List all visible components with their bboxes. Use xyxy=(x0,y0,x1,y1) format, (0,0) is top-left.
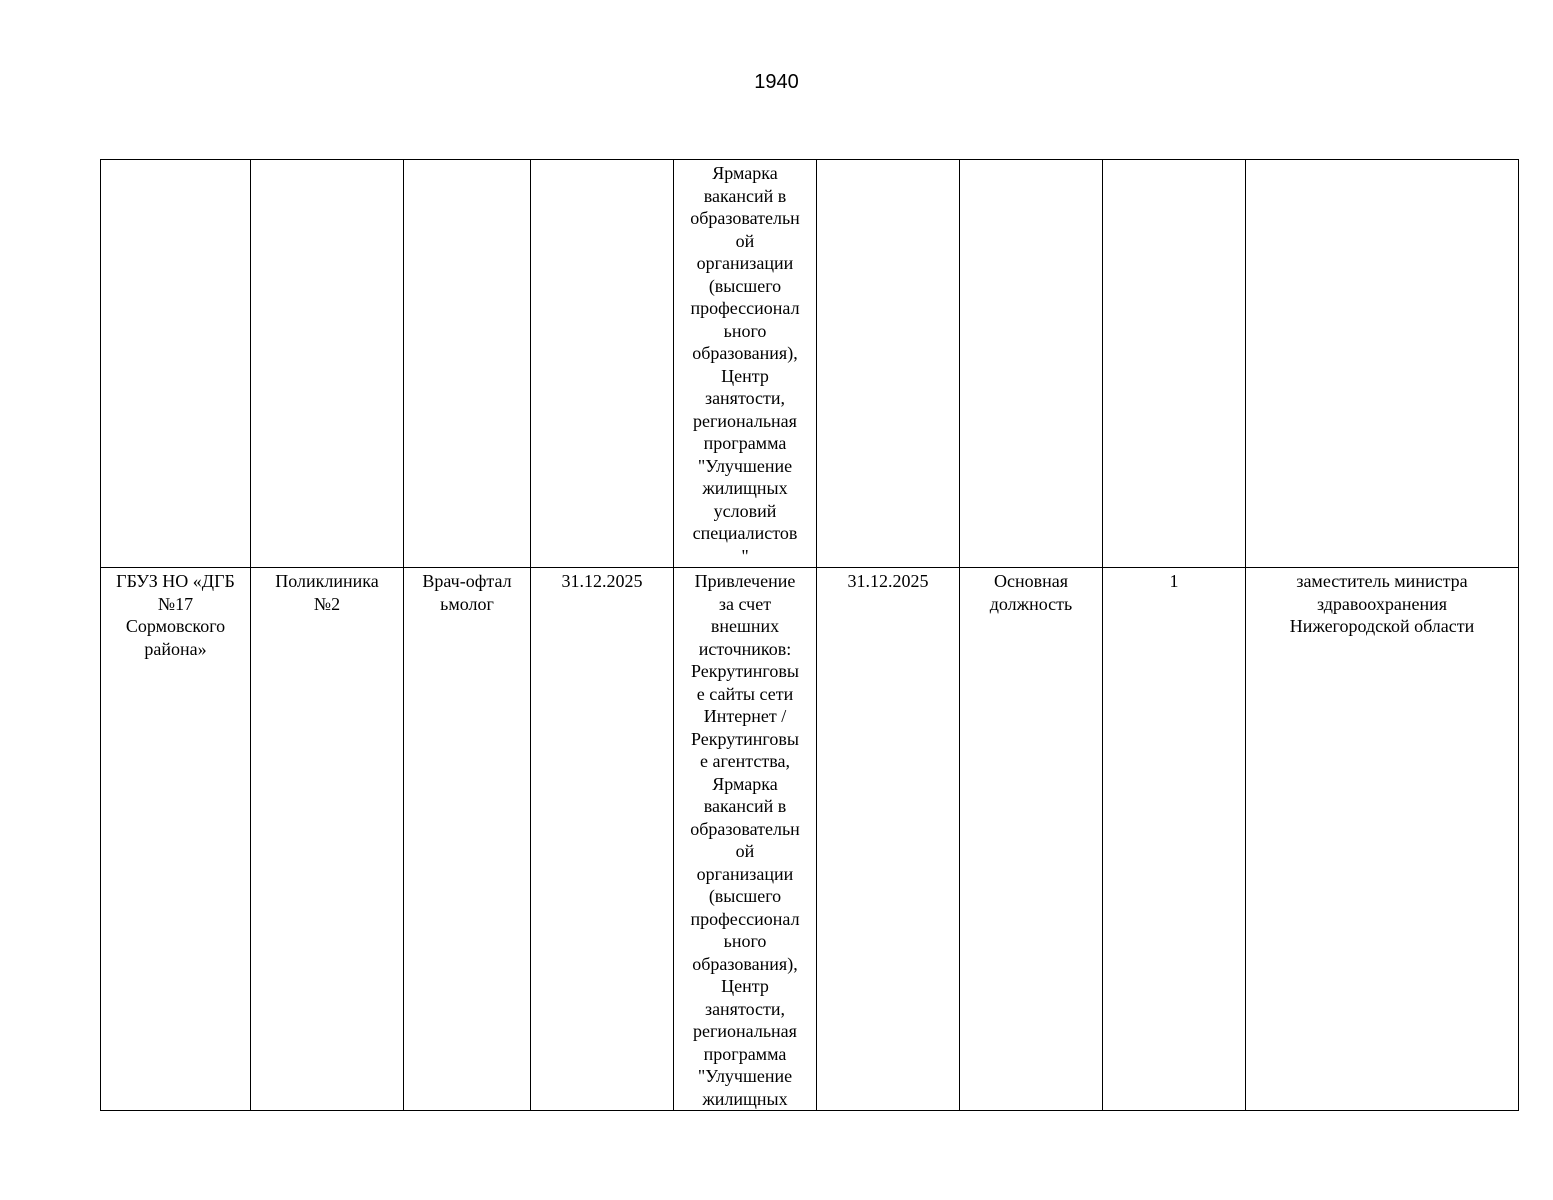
cell-text-line: внешних xyxy=(710,616,780,636)
cell-text-line: здравоохранения xyxy=(1316,593,1448,614)
cell-position xyxy=(404,568,531,1111)
cell-position-type xyxy=(960,160,1103,568)
cell-text-line: профессионал xyxy=(690,908,800,929)
cell-text-line: "Улучшение xyxy=(697,1066,793,1086)
cell-text-line: региональная xyxy=(693,1021,797,1041)
cell-text-line: "Улучшение xyxy=(697,455,793,476)
cell-text-line: №2 xyxy=(313,593,341,614)
cell-text-line: Привлечение xyxy=(694,571,796,591)
cell-text-line: образования), xyxy=(692,953,798,974)
cell-text-line: жилищных xyxy=(702,1088,788,1109)
cell-text-line: района» xyxy=(144,638,207,659)
cell-date-2 xyxy=(817,160,960,568)
cell-text-line: (высшего xyxy=(708,886,782,906)
cell-text-line: региональная xyxy=(693,410,797,431)
cell-organization xyxy=(101,160,251,568)
cell-text-line: организации xyxy=(696,253,794,273)
cell-text-line: жилищных xyxy=(702,478,788,498)
cell-date-1 xyxy=(531,160,674,568)
cell-position xyxy=(404,160,531,568)
cell-text-line: Сормовского xyxy=(125,616,226,636)
cell-text-line: Центр xyxy=(721,976,769,996)
cell-text-line: программа xyxy=(703,1043,787,1064)
cell-text-line: за счет xyxy=(718,593,772,614)
cell-text-line: е агентства, xyxy=(700,751,790,771)
cell-text-line: " xyxy=(741,545,749,566)
cell-text-line: занятости, xyxy=(704,388,786,408)
cell-text-line: Ярмарка xyxy=(712,773,778,794)
cell-text-line: Рекрутинговы xyxy=(691,661,799,681)
cell-text-line: специалистов xyxy=(692,523,798,543)
cell-text-line: профессионал xyxy=(690,298,800,318)
cell-text-line: ьмолог xyxy=(440,593,494,614)
cell-text-line: заместитель министра xyxy=(1296,571,1468,591)
cell-text-line: занятости, xyxy=(704,998,786,1019)
cell-text-line: должность xyxy=(989,593,1073,614)
cell-text-line: образовательн xyxy=(690,818,800,839)
cell-text-line: вакансий в xyxy=(703,796,787,816)
cell-text-line: Врач-офтал xyxy=(422,571,512,591)
cell-text-line: ьного xyxy=(723,320,767,341)
cell-date-2 xyxy=(817,568,960,1111)
cell-position-type xyxy=(960,568,1103,1111)
cell-text-line: Поликлиника xyxy=(275,571,379,591)
cell-text-line: ой xyxy=(735,230,755,251)
cell-text-line: №17 xyxy=(157,593,194,614)
cell-text-line: образовательн xyxy=(690,208,800,228)
table-row xyxy=(101,160,1519,568)
cell-responsible xyxy=(1246,568,1519,1111)
cell-organization xyxy=(101,568,251,1111)
cell-date-1 xyxy=(531,568,674,1111)
page-number: 1940 xyxy=(754,71,799,93)
cell-text-line: Ярмарка xyxy=(712,163,778,183)
cell-text-line: ой xyxy=(735,841,755,861)
cell-text-line: ГБУЗ НО «ДГБ xyxy=(116,571,235,591)
cell-text-line: 31.12.2025 xyxy=(847,571,929,591)
cell-department xyxy=(251,568,404,1111)
cell-text-line: Нижегородской области xyxy=(1289,616,1475,636)
cell-text-line: организации xyxy=(696,863,794,884)
cell-text-line: Интернет / xyxy=(703,706,787,726)
cell-count xyxy=(1103,568,1246,1111)
cell-text-line: источников: xyxy=(698,638,792,659)
cell-recruitment-methods xyxy=(674,568,817,1111)
cell-recruitment-methods xyxy=(674,160,817,568)
table-row xyxy=(101,568,1519,1111)
cell-text-line: (высшего xyxy=(708,275,782,296)
cell-text-line: е сайты сети xyxy=(696,683,794,704)
cell-responsible xyxy=(1246,160,1519,568)
cell-text-line: ьного xyxy=(723,931,767,951)
cell-department xyxy=(251,160,404,568)
cell-text-line: Центр xyxy=(721,365,769,386)
cell-text-line: вакансий в xyxy=(703,185,787,206)
cell-text-line: Основная xyxy=(993,571,1069,591)
cell-count xyxy=(1103,160,1246,568)
cell-text-line: 1 xyxy=(1169,571,1179,591)
cell-text-line: программа xyxy=(703,433,787,453)
cell-text-line: 31.12.2025 xyxy=(561,571,643,591)
staffing-table xyxy=(100,159,1519,1111)
cell-text-line: условий xyxy=(713,500,777,521)
cell-text-line: образования), xyxy=(692,343,798,363)
cell-text-line: Рекрутинговы xyxy=(691,728,799,749)
